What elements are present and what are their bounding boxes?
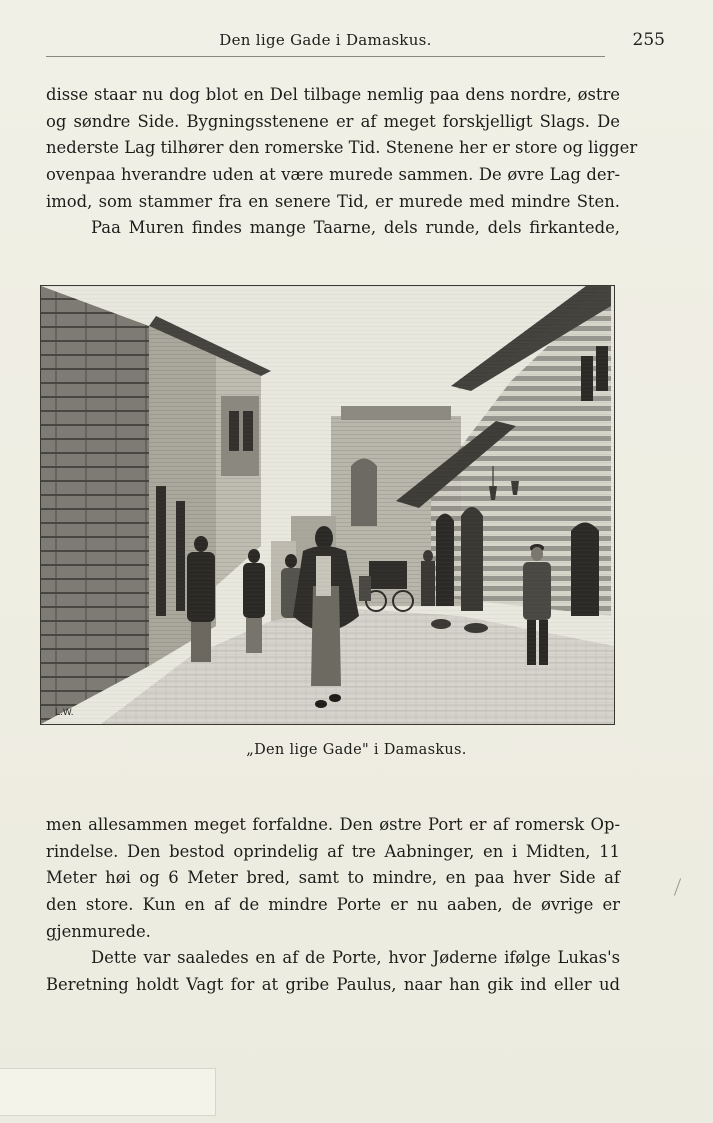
- text-line: gjenmurede.: [46, 921, 151, 941]
- margin-pencil-mark: [674, 878, 681, 895]
- engraver-monogram: L.W.: [55, 708, 74, 718]
- text-line: rindelse. Den bestod oprindelig af tre Aabninger, en i Midten, 11: [46, 841, 620, 861]
- text-line: og søndre Side. Bygningsstenene er af meget forskjelligt Slags. De: [46, 111, 620, 131]
- text-line: Paa Muren findes mange Taarne, dels runde, dels firkantede,: [91, 218, 620, 238]
- text-line: ovenpaa hverandre uden at være murede sammen. De øvre Lag der-: [46, 165, 620, 185]
- running-title: Den lige Gade i Damaskus.: [219, 31, 432, 49]
- text-line: Beretning holdt Vagt for at gribe Paulus, naar han gik ind eller ud: [46, 975, 620, 995]
- text-line: men allesammen meget forfaldne. Den østre Port er af romersk Op-: [46, 815, 620, 834]
- text-line: nederste Lag tilhører den romerske Tid. Stenene her er store og ligger: [46, 138, 638, 158]
- text-line: Dette var saaledes en af de Porte, hvor Jøderne ifølge Lukas's: [91, 948, 620, 968]
- paragraph-top: [46, 82, 638, 242]
- figure-caption: „Den lige Gade" i Damaskus.: [246, 742, 467, 758]
- running-header: [46, 30, 665, 57]
- street-engraving: [40, 285, 615, 725]
- paragraph-bottom: [46, 812, 620, 999]
- scan-edge-strip: [0, 1068, 216, 1116]
- text-line: imod, som stammer fra en senere Tid, er murede med mindre Sten.: [46, 191, 620, 211]
- text-line: disse staar nu dog blot en Del tilbage nemlig paa dens nordre, østre: [46, 85, 620, 104]
- text-line: den store. Kun en af de mindre Porte er nu aaben, de øvrige er: [46, 895, 620, 915]
- page-number: 255: [632, 30, 665, 50]
- text-line: Meter høi og 6 Meter bred, samt to mindre, en paa hver Side af: [46, 868, 620, 888]
